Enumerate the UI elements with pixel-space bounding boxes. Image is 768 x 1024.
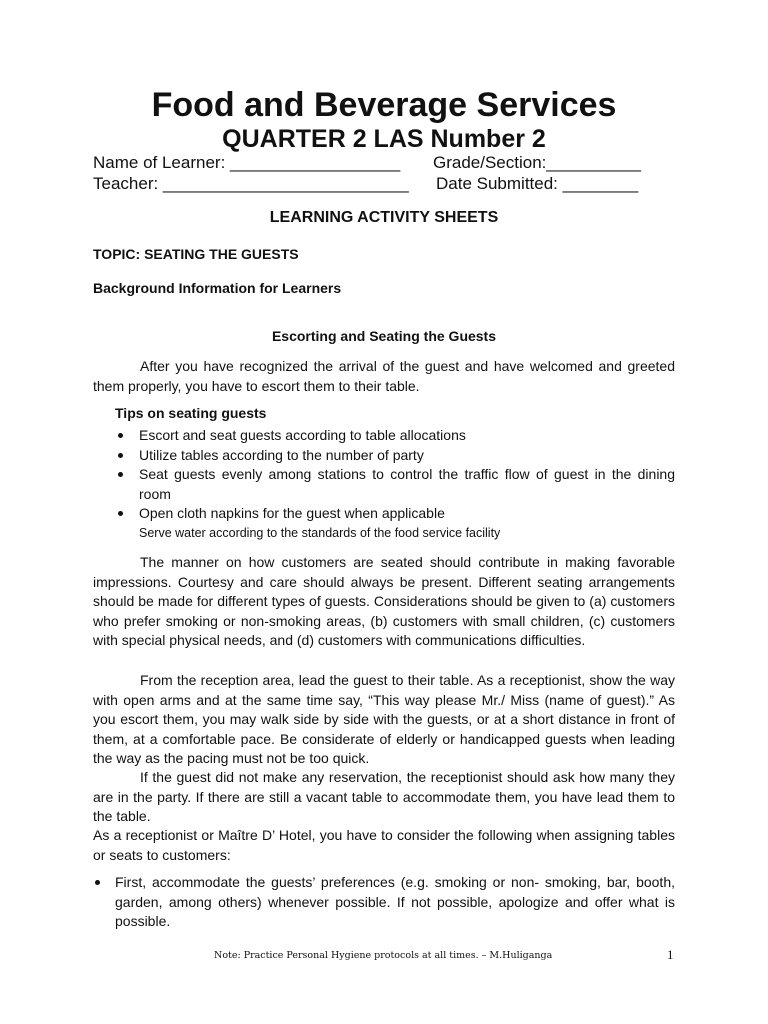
document-subtitle: QUARTER 2 LAS Number 2 [222,125,546,153]
tip-note: Serve water according to the standards of the food service facility [139,526,501,540]
document-title: Food and Beverage Services [151,86,617,124]
learner-name-field: Name of Learner: __________________ [93,153,401,172]
background-heading: Background Information for Learners [93,280,342,296]
reception-paragraph: From the reception area, lead the guest to their table. As a receptionist, show the way with open arms and at the same time say, “This way please Mr./ Miss (name of guest).” As you escort them, you may walk side by side with the guests, or at a short distance in front of them, at a comfortable pace. Be considerate of elderly or handicapped guests when leading the way as the pacing must not be too quick. [93,672,675,766]
tip-item: Utilize tables according to the number of party [115,446,675,466]
grade-section-field: Grade/Section:__________ [433,153,641,172]
intro-paragraph: After you have recognized the arrival of the guest and have welcomed and greeted them properly, you have to escort them to their table. [93,358,675,394]
date-submitted-field: Date Submitted: ________ [436,174,639,193]
assignment-bullet-text: First, accommodate the guests’ preferences (e.g. smoking or non- smoking, bar, booth, garden, among others) whenever possible. If not possible, apologize and offer what is possible. [115,874,675,929]
footer-note: Note: Practice Personal Hygiene protocols at all times. – M.Huliganga [214,950,553,961]
reservation-paragraph: If the guest did not make any reservation, the receptionist should ask how many they are in the party. If there are still a vacant table to accommodate them, you have lead them to the table. [93,769,675,824]
topic-label: TOPIC: SEATING THE GUESTS [93,246,299,262]
bullet-icon [95,880,100,885]
page-number: 1 [667,947,674,962]
tips-heading: Tips on seating guests [115,405,267,421]
maitre-paragraph: As a receptionist or Maître D’ Hotel, you have to consider the following when assigning tables or seats to customers: [93,827,675,863]
sheet-heading: LEARNING ACTIVITY SHEETS [269,209,499,226]
tip-item: Seat guests evenly among stations to control the traffic flow of guest in the dining room [115,465,675,504]
section-heading: Escorting and Seating the Guests [271,328,497,344]
tips-list [115,426,675,524]
teacher-field: Teacher: __________________________ [93,174,409,193]
assignment-bullet [93,873,675,932]
manner-paragraph: The manner on how customers are seated should contribute in making favorable impressions. Courtesy and care should always be present. Different seating arrangements should be made for different types of guests. Considerations should be given to (a) customers who prefer smoking or non-smoking areas, (b) customers with small children, (c) customers with special physical needs, and (d) customers with communications difficulties. [93,554,675,648]
tip-item: Open cloth napkins for the guest when applicable [115,504,675,524]
tip-item: Escort and seat guests according to table allocations [115,426,675,446]
